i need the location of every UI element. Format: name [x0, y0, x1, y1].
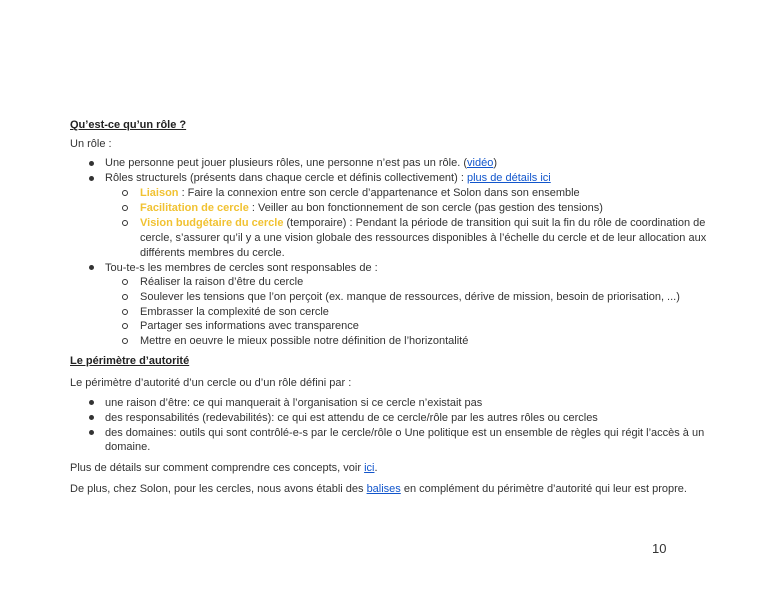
- bullet-icon: [89, 265, 94, 270]
- list-item-continuation: cercle, s’assurer qu’il y a une vision globale des ressources disponibles à l’échelle du cercle et de leur allocation aux: [140, 232, 707, 244]
- final-paragraph: De plus, chez Solon, pour les cercles, nous avons établi des balises en complément du périmètre d’autorité qui leur est propre.: [70, 483, 687, 495]
- bullet-icon: [89, 430, 94, 435]
- details-link[interactable]: plus de détails ici: [466, 172, 551, 184]
- list-item: des responsabilités (redevabilités): ce qui est attendu de ce cercle/rôle par les autres rôles ou cercles: [105, 412, 598, 424]
- list-item: Vision budgétaire du cercle (temporaire) : Pendant la période de transition qui suit la fin du rôle de coordination de: [140, 217, 706, 229]
- bullet-icon: [89, 400, 94, 405]
- list-item: Facilitation de cercle : Veiller au bon fonctionnement de son cercle (pas gestion des tensions): [140, 202, 603, 214]
- video-link[interactable]: vidéo: [467, 157, 494, 169]
- bullet-icon: [89, 415, 94, 420]
- section-heading-role: Qu’est-ce qu’un rôle ?: [70, 119, 187, 131]
- list-item: Liaison : Faire la connexion entre son cercle d’appartenance et Solon dans son ensemble: [140, 187, 580, 199]
- list-item: Rôles structurels (présents dans chaque cercle et définis collectivement) : plus de détails ici: [105, 172, 551, 184]
- sub-bullet-icon: [122, 205, 128, 211]
- list-item: Mettre en oeuvre le mieux possible notre définition de l’horizontalité: [140, 335, 469, 347]
- list-item: une raison d’être: ce qui manquerait à l’organisation si ce cercle n’existait pas: [105, 397, 483, 409]
- sub-bullet-icon: [122, 190, 128, 196]
- balises-link[interactable]: balises: [366, 483, 401, 495]
- bullet-icon: [89, 176, 94, 181]
- perimeter-intro: Le périmètre d’autorité d’un cercle ou d’un rôle défini par :: [70, 377, 352, 389]
- sub-bullet-icon: [122, 279, 128, 285]
- page-number: 10: [652, 541, 667, 556]
- list-item: Réaliser la raison d’être du cercle: [140, 276, 304, 288]
- list-item-continuation: différents membres du cercle.: [140, 247, 285, 259]
- list-item: Tou-te-s les membres de cercles sont responsables de :: [105, 262, 378, 274]
- sub-bullet-icon: [122, 323, 128, 329]
- role-intro: Un rôle :: [70, 138, 112, 150]
- here-link[interactable]: ici: [364, 462, 375, 474]
- list-item: Une personne peut jouer plusieurs rôles, une personne n’est pas un rôle. (vidéo): [105, 157, 497, 169]
- sub-bullet-icon: [122, 309, 128, 315]
- list-item-continuation: domaine.: [105, 441, 151, 453]
- sub-bullet-icon: [122, 220, 128, 226]
- sub-bullet-icon: [122, 294, 128, 300]
- list-item: Embrasser la complexité de son cercle: [140, 306, 329, 318]
- list-item: des domaines: outils qui sont contrôlé-e-s par le cercle/rôle o Une politique est un ensemble de règles qui régit l’accès à un: [105, 427, 705, 439]
- list-item: Partager ses informations avec transparence: [140, 320, 359, 332]
- more-details-paragraph: Plus de détails sur comment comprendre ces concepts, voir ici.: [70, 462, 378, 474]
- list-item: Soulever les tensions que l’on perçoit (ex. manque de ressources, dérive de mission, besoin de priorisation, ...): [140, 291, 680, 303]
- sub-bullet-icon: [122, 338, 128, 344]
- bullet-icon: [89, 161, 94, 166]
- section-heading-perimeter: Le périmètre d’autorité: [70, 355, 190, 367]
